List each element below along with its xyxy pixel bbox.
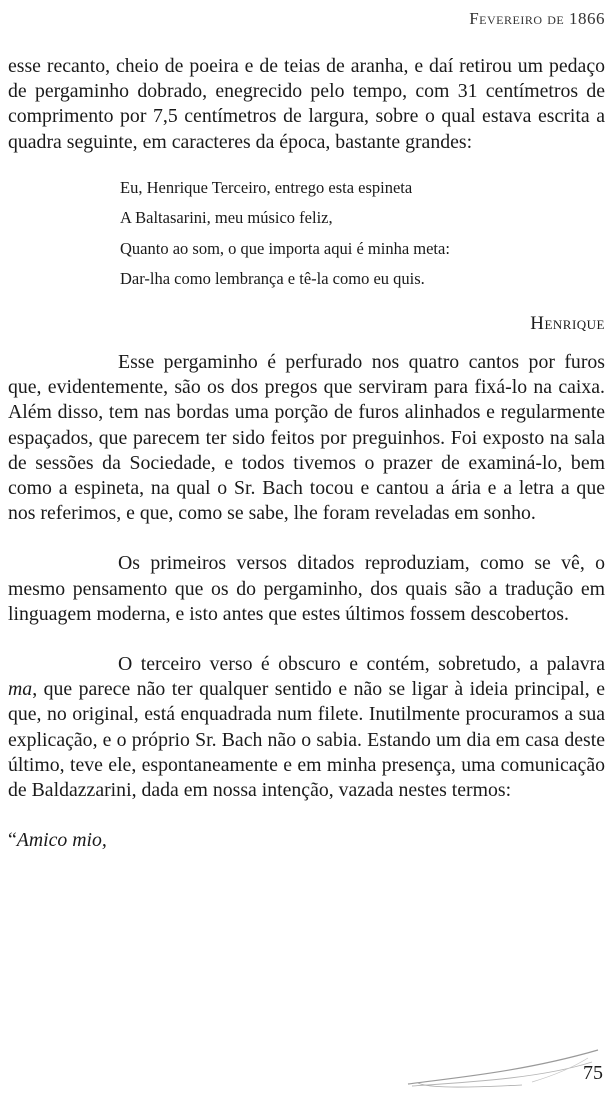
letter-greeting [8, 828, 605, 853]
page-ornament-icon [402, 1048, 602, 1088]
verse-quatrain [120, 173, 605, 295]
paragraph-continuation: esse recanto, cheio de poeira e de teias de aranha, e daí retirou um pedaço de pergaminho dobrado, enegrecido pelo tempo, com 31 centímetros de comprimento por 7,5 centímetros de largura, sobre o qual estava escrita a quadra seguinte, em caracteres da época, bastante grandes: [8, 55, 605, 153]
paragraph-parchment: Esse pergaminho é perfurado nos quatro cantos por furos que, evidentemente, são os dos pregos que serviram para fixá-lo na caixa. Além disso, tem nas bordas uma porção de furos alinhados e regularmente espaçados, que parecem ter sido feitos por preguinhos. Foi exposto na sala de sessões da Sociedade, e todos tivemos o prazer de examiná-lo, bem como a espineta, na qual o Sr. Bach tocou e cantou a ária e a letra a que nos referimos, e que, como se sabe, lhe foram reveladas em sonho. [8, 351, 605, 525]
open-quote: “ [8, 829, 17, 852]
running-header: Fevereiro de 1866 [469, 9, 605, 28]
paragraph-spacer [8, 803, 605, 828]
paragraph-text: O terceiro verso é obscuro e contém, sobretudo, a palavra [118, 653, 605, 676]
paragraph-spacer [8, 526, 605, 551]
paragraph-first-verses: Os primeiros versos ditados reproduziam, como se vê, o mesmo pensamento que os do pergaminho, dos quais são a tradução em linguagem moderna, e isto antes que estes últimos fossem descobertos. [8, 552, 605, 625]
body-text [8, 54, 605, 853]
paragraph-text: , que parece não ter qualquer sentido e não se ligar à ideia principal, e que, no original, está enquadrada num filete. Inutilmente procuramos a sua explicação, e o próprio Sr. Bach não o sabia. Estando um dia em casa deste último, teve ele, espontaneamente e em minha presença, uma comunicação de Baldazzarini, dada em nossa intenção, vazada nestes termos: [8, 678, 605, 802]
verse-signature: Henrique [530, 312, 605, 334]
verse-line: Quanto ao som, o que importa aqui é minha meta: [120, 238, 450, 258]
verse-line: A Baltasarini, meu músico feliz, [120, 208, 333, 228]
emphasized-word: ma [8, 678, 33, 701]
paragraph-third-verse [8, 652, 605, 803]
greeting-text: Amico mio, [16, 829, 107, 852]
verse-line: Dar-lha como lembrança e tê-la como eu quis. [120, 269, 425, 289]
paragraph-spacer [8, 627, 605, 652]
page-number: 75 [583, 1062, 603, 1084]
verse-line: Eu, Henrique Terceiro, entrego esta espineta [120, 177, 413, 197]
